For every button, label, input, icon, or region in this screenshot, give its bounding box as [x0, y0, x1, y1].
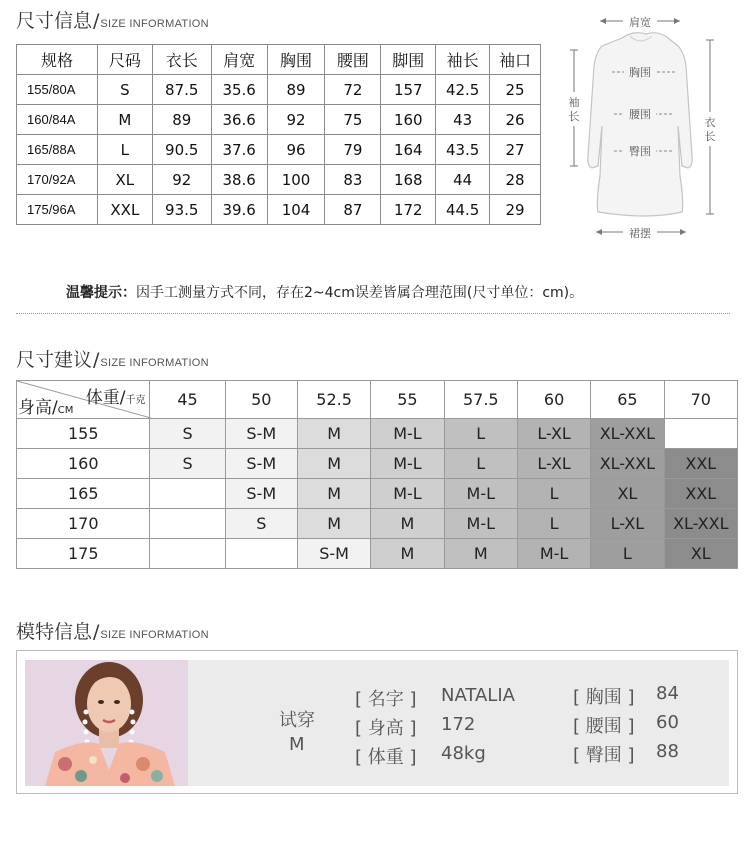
tryon-size: M	[289, 734, 305, 755]
size-info-subtitle: SIZE INFORMATION	[100, 18, 209, 30]
cell-spec: 175/96A	[17, 195, 98, 225]
weight-45: 45	[150, 381, 225, 419]
cell-size: M	[97, 105, 152, 135]
recommended-size-cell: XL-XXL	[591, 449, 664, 479]
recommended-size-cell: XL-XXL	[591, 419, 664, 449]
cell-length: 87.5	[152, 75, 211, 105]
header-waist: 腰围	[325, 45, 381, 75]
recommended-size-cell: S	[150, 419, 225, 449]
recommended-size-cell: L-XL	[517, 449, 590, 479]
dress-measurement-diagram	[560, 6, 735, 242]
cell-cuff: 27	[490, 135, 541, 165]
recommended-size-cell: L-XL	[591, 509, 664, 539]
shoulder-label: 肩宽	[629, 16, 651, 29]
recommended-size-cell: L	[444, 449, 517, 479]
title-slash: /	[93, 10, 100, 32]
cell-length: 92	[152, 165, 211, 195]
height-cell: 170	[17, 509, 150, 539]
weight-55: 55	[371, 381, 444, 419]
size-row	[17, 105, 541, 135]
cell-chest: 89	[267, 75, 325, 105]
size-table	[16, 44, 541, 225]
cell-shoulder: 35.6	[211, 75, 267, 105]
model-weight: 48kg	[441, 743, 486, 764]
header-chest: 胸围	[267, 45, 325, 75]
cell-cuff: 29	[490, 195, 541, 225]
cell-hem: 157	[381, 75, 436, 105]
cell-size: XL	[97, 165, 152, 195]
recommended-size-cell: M-L	[517, 539, 590, 569]
weight-header-row	[17, 381, 738, 419]
recommended-size-cell	[664, 419, 737, 449]
header-size: 尺码	[97, 45, 152, 75]
cell-spec: 155/80A	[17, 75, 98, 105]
recommended-size-cell: L	[444, 419, 517, 449]
cell-size: XXL	[97, 195, 152, 225]
corner-height-text: 身高/	[18, 398, 58, 418]
hip-label: [ 臀围 ]	[573, 745, 635, 766]
recommended-size-cell	[150, 539, 225, 569]
title-slash: /	[93, 621, 100, 643]
measurement-tip	[66, 282, 583, 302]
cell-size: S	[97, 75, 152, 105]
dress-silhouette	[588, 33, 692, 216]
weight-70: 70	[664, 381, 737, 419]
header-sleeve: 袖长	[436, 45, 490, 75]
size-table-header	[17, 45, 541, 75]
height-row	[17, 419, 738, 449]
height-cell: 165	[17, 479, 150, 509]
height-cell: 155	[17, 419, 150, 449]
recommended-size-cell: XXL	[664, 479, 737, 509]
height-label: [ 身高 ]	[355, 718, 417, 739]
tip-label: 温馨提示：	[66, 285, 136, 301]
model-name: NATALIA	[441, 685, 515, 706]
cell-waist: 72	[325, 75, 381, 105]
cell-chest: 104	[267, 195, 325, 225]
corner-cell	[17, 381, 150, 419]
length-label	[705, 116, 716, 143]
size-row	[17, 165, 541, 195]
recommended-size-cell: XL	[664, 539, 737, 569]
recommended-size-cell: S	[150, 449, 225, 479]
cell-hem: 160	[381, 105, 436, 135]
cell-hem: 168	[381, 165, 436, 195]
length-char-1: 衣	[704, 116, 716, 129]
cell-waist: 75	[325, 105, 381, 135]
size-advice-heading	[16, 345, 209, 372]
corner-weight-label	[86, 383, 146, 408]
cell-cuff: 26	[490, 105, 541, 135]
recommended-size-cell: M	[371, 509, 444, 539]
recommended-size-cell: XL-XXL	[664, 509, 737, 539]
recommended-size-cell: XL	[591, 479, 664, 509]
recommended-size-cell: M-L	[444, 509, 517, 539]
recommended-size-cell: M	[297, 419, 370, 449]
cell-spec: 170/92A	[17, 165, 98, 195]
cell-sleeve: 42.5	[436, 75, 490, 105]
weight-60: 60	[517, 381, 590, 419]
height-row	[17, 479, 738, 509]
recommended-size-cell: M-L	[371, 449, 444, 479]
recommended-size-cell: M	[297, 509, 370, 539]
recommended-size-cell: M	[297, 479, 370, 509]
cell-shoulder: 38.6	[211, 165, 267, 195]
cell-waist: 83	[325, 165, 381, 195]
weight-57-5: 57.5	[444, 381, 517, 419]
model-photo	[25, 660, 188, 786]
size-info-title: 尺寸信息	[16, 10, 93, 32]
recommended-size-cell: M	[297, 449, 370, 479]
header-cuff: 袖口	[490, 45, 541, 75]
corner-weight-unit: 千克	[125, 395, 146, 406]
recommended-size-cell	[150, 509, 225, 539]
cell-sleeve: 43	[436, 105, 490, 135]
cell-size: L	[97, 135, 152, 165]
size-recommendation-table	[16, 380, 738, 569]
sleeve-char-2: 长	[568, 110, 580, 123]
hip-label: 臀围	[629, 145, 651, 158]
cell-length: 89	[152, 105, 211, 135]
corner-height-unit: CM	[57, 405, 74, 416]
size-row	[17, 135, 541, 165]
height-cell: 175	[17, 539, 150, 569]
recommended-size-cell: XXL	[664, 449, 737, 479]
height-row	[17, 539, 738, 569]
model-hip: 88	[656, 741, 679, 762]
size-row	[17, 75, 541, 105]
waist-label: 腰围	[629, 108, 651, 121]
recommended-size-cell: L-XL	[517, 419, 590, 449]
weight-65: 65	[591, 381, 664, 419]
model-info-title: 模特信息	[16, 621, 93, 643]
title-slash: /	[93, 349, 100, 371]
height-row	[17, 449, 738, 479]
cell-chest: 92	[267, 105, 325, 135]
recommended-size-cell: S	[225, 509, 297, 539]
recommended-size-cell: L	[591, 539, 664, 569]
model-info-subtitle: SIZE INFORMATION	[100, 629, 209, 641]
cell-cuff: 28	[490, 165, 541, 195]
cell-length: 93.5	[152, 195, 211, 225]
model-info-panel	[25, 660, 729, 786]
chest-label: 胸围	[629, 66, 651, 79]
cell-cuff: 25	[490, 75, 541, 105]
recommended-size-cell: S-M	[225, 479, 297, 509]
recommended-size-cell: S-M	[225, 419, 297, 449]
recommended-size-cell: S-M	[225, 449, 297, 479]
header-hem: 脚围	[381, 45, 436, 75]
name-label: [ 名字 ]	[355, 689, 417, 710]
weight-label: [ 体重 ]	[355, 747, 417, 768]
model-portrait-illustration	[25, 660, 188, 786]
cell-hem: 164	[381, 135, 436, 165]
weight-50: 50	[225, 381, 297, 419]
size-advice-title: 尺寸建议	[16, 349, 93, 371]
recommended-size-cell: M-L	[371, 419, 444, 449]
corner-height-label	[18, 393, 73, 418]
recommended-size-cell: S-M	[297, 539, 370, 569]
length-char-2: 长	[704, 130, 716, 143]
size-advice-subtitle: SIZE INFORMATION	[100, 357, 209, 369]
tip-text: 因手工测量方式不同，存在2~4cm误差皆属合理范围(尺寸单位：cm)。	[136, 285, 584, 301]
dotted-divider	[16, 313, 730, 314]
header-length: 衣长	[152, 45, 211, 75]
cell-shoulder: 36.6	[211, 105, 267, 135]
cell-waist: 87	[325, 195, 381, 225]
model-info-heading	[16, 617, 209, 644]
model-info-box	[16, 650, 738, 794]
cell-sleeve: 44.5	[436, 195, 490, 225]
cell-chest: 100	[267, 165, 325, 195]
recommended-size-cell: M-L	[444, 479, 517, 509]
height-row	[17, 509, 738, 539]
weight-52-5: 52.5	[297, 381, 370, 419]
cell-spec: 160/84A	[17, 105, 98, 135]
cell-hem: 172	[381, 195, 436, 225]
cell-waist: 79	[325, 135, 381, 165]
header-shoulder: 肩宽	[211, 45, 267, 75]
size-info-heading	[16, 6, 209, 33]
recommended-size-cell: M	[371, 539, 444, 569]
hem-label: 裙摆	[629, 227, 651, 240]
waist-label: [ 腰围 ]	[573, 716, 635, 737]
model-height: 172	[441, 714, 476, 735]
cell-shoulder: 37.6	[211, 135, 267, 165]
cell-chest: 96	[267, 135, 325, 165]
recommended-size-cell: L	[517, 479, 590, 509]
height-cell: 160	[17, 449, 150, 479]
corner-weight-text: 体重/	[85, 388, 126, 408]
recommended-size-cell	[150, 479, 225, 509]
header-spec: 规格	[17, 45, 98, 75]
cell-sleeve: 44	[436, 165, 490, 195]
bust-label: [ 胸围 ]	[573, 687, 635, 708]
model-bust: 84	[656, 683, 679, 704]
tryon-label: 试穿	[279, 710, 315, 731]
cell-length: 90.5	[152, 135, 211, 165]
model-waist: 60	[656, 712, 679, 733]
cell-shoulder: 39.6	[211, 195, 267, 225]
recommended-size-cell	[225, 539, 297, 569]
cell-spec: 165/88A	[17, 135, 98, 165]
recommended-size-cell: L	[517, 509, 590, 539]
cell-sleeve: 43.5	[436, 135, 490, 165]
recommended-size-cell: M	[444, 539, 517, 569]
sleeve-char-1: 袖	[568, 96, 580, 109]
size-row	[17, 195, 541, 225]
recommended-size-cell: M-L	[371, 479, 444, 509]
